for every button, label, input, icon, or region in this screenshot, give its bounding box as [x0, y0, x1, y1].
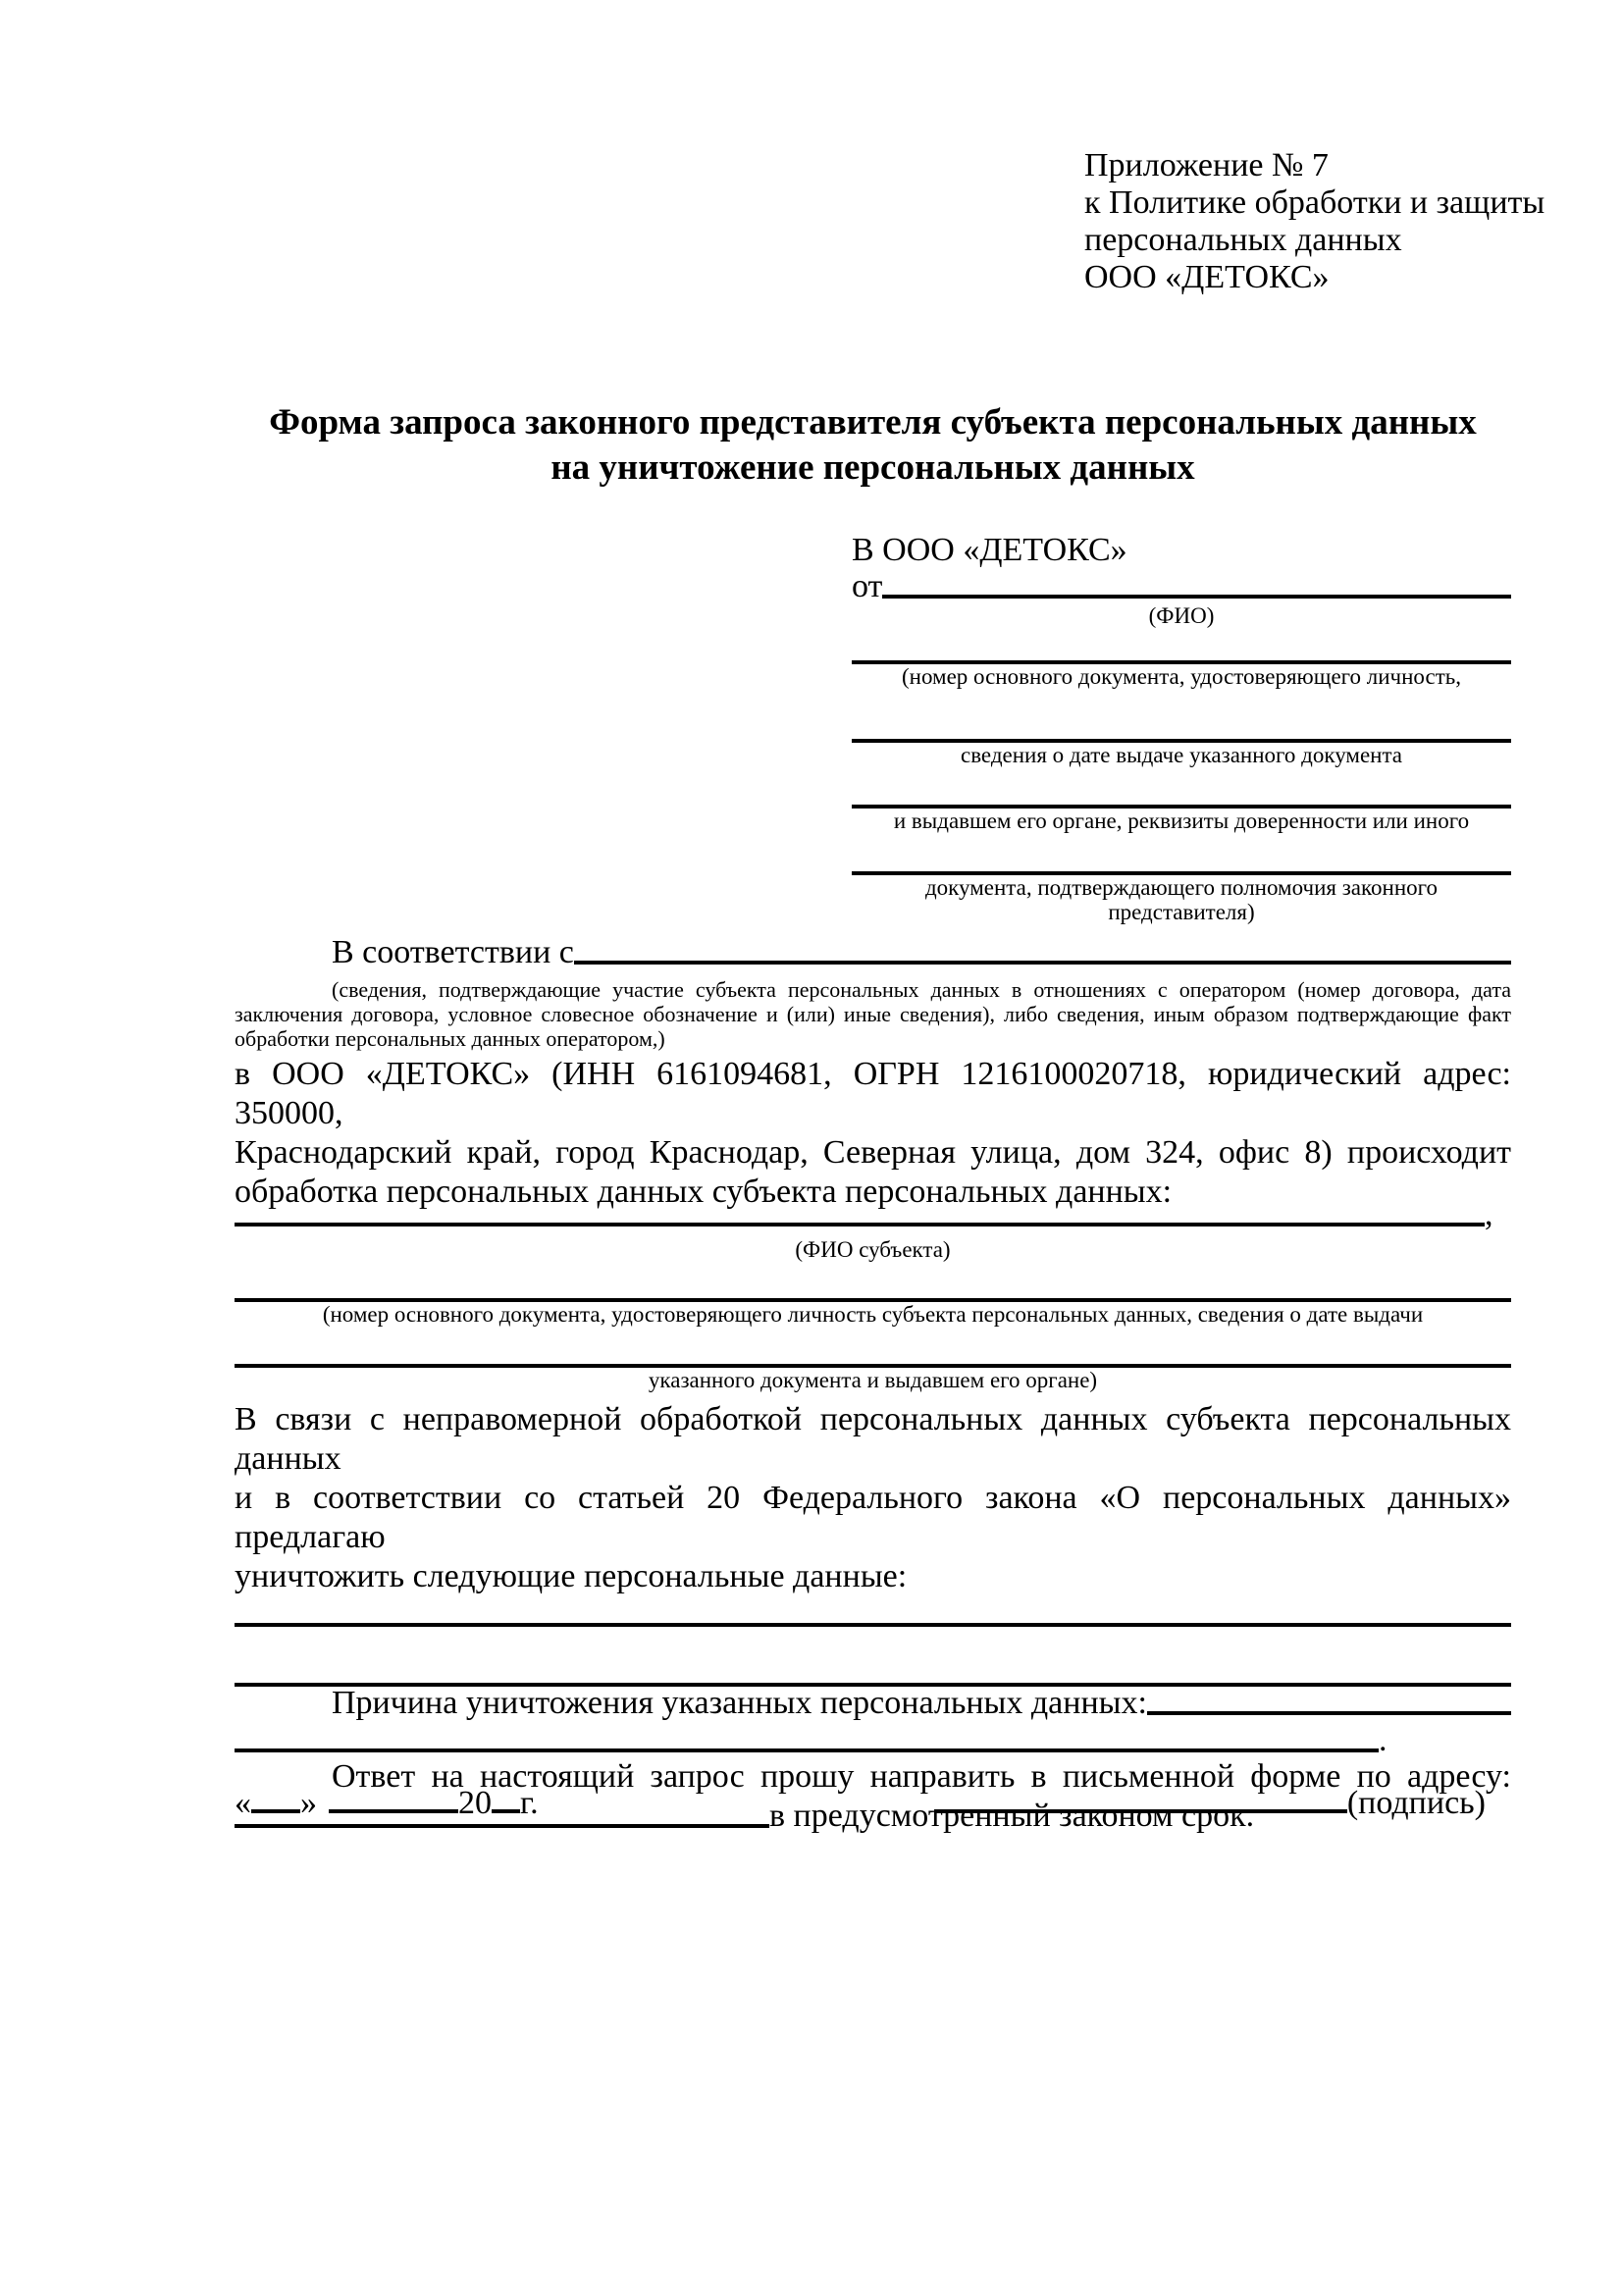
subject-document-caption: (номер основного документа, удостоверяющего личность субъекта персональных данных, сведения о дате выдачи: [322, 1302, 1424, 1327]
appendix-note: [1084, 147, 1555, 296]
subject-document-blank-line-2: [235, 1339, 1511, 1368]
subject-fio-caption: (ФИО субъекта): [795, 1237, 951, 1262]
from-label: от: [852, 568, 883, 604]
date-open-quote: «: [235, 1785, 251, 1821]
accordance-note: [235, 977, 1511, 1051]
reason-continuation-row: [235, 1720, 1511, 1757]
accordance-note-line: (сведения, подтверждающие участие субъекта персональных данных в отношениях с оператором (номер договора, дата: [332, 977, 1511, 1002]
subject-document-blank-line: [235, 1274, 1511, 1302]
main-body: [235, 936, 1511, 1833]
representative-name-blank-line: [882, 595, 1511, 599]
year-blank-line: [492, 1809, 520, 1813]
data-to-destroy-blank-line-2: [235, 1658, 1511, 1687]
document-number-blank-line: [852, 636, 1511, 664]
addressee-to: В ООО «ДЕТОКС»: [852, 532, 1127, 568]
year-prefix: 20: [458, 1785, 492, 1821]
date-field: [235, 1784, 539, 1823]
day-blank-line: [251, 1809, 300, 1813]
address-blank-line: [235, 1824, 769, 1828]
demand-paragraph-line: уничтожить следующие персональные данные:: [235, 1558, 908, 1594]
signature-field: [934, 1784, 1486, 1823]
demand-paragraph: [235, 1400, 1511, 1596]
month-blank-line: [329, 1809, 458, 1813]
reason-blank-line: [1147, 1711, 1511, 1715]
data-to-destroy-blank-line: [235, 1598, 1511, 1627]
issue-date-caption: сведения о дате выдаче указанного документа: [960, 743, 1403, 767]
operator-paragraph-line: в ООО «ДЕТОКС» (ИНН 6161094681, ОГРН 1216100020718, юридический адрес: 350000,: [235, 1056, 1511, 1131]
accordance-row: [235, 936, 1511, 969]
operator-paragraph: [235, 1055, 1511, 1212]
document-title-line: Форма запроса законного представителя субъекта персональных данных: [269, 402, 1477, 443]
subject-name-row: [235, 1196, 1511, 1232]
fio-caption: (ФИО): [1148, 603, 1215, 628]
accordance-note-line: обработки персональных данных оператором,): [235, 1026, 665, 1051]
from-row: [852, 570, 1511, 603]
operator-paragraph-line: Краснодарский край, город Краснодар, Северная улица, дом 324, офис 8) происходит: [235, 1134, 1511, 1171]
reason-period: .: [1379, 1722, 1387, 1758]
signature-caption: (подпись): [1346, 1785, 1486, 1821]
document-title-line: на уничтожение персональных данных: [550, 447, 1195, 488]
subject-name-blank-line: [235, 1223, 1485, 1226]
answer-tail-text: в предусмотренный законом срок.: [769, 1798, 1255, 1834]
accordance-blank-line: [574, 961, 1511, 965]
reason-label: Причина уничтожения указанных персональных данных:: [332, 1685, 1147, 1721]
document-number-caption: (номер основного документа, удостоверяющего личность,: [901, 664, 1461, 689]
signature-blank-line: [934, 1809, 1347, 1813]
year-suffix: г.: [520, 1785, 539, 1821]
date-close-quote: »: [300, 1785, 317, 1821]
appendix-note-line: персональных данных: [1084, 222, 1402, 258]
accordance-note-line: заключения договора, условное словесное обозначение и (или) иные сведения), либо сведения, иным образом подтверждающие факт: [235, 1002, 1511, 1026]
issue-date-blank-line: [852, 714, 1511, 743]
addressee-block: [852, 531, 1511, 924]
appendix-note-line: Приложение № 7: [1084, 147, 1329, 183]
issuing-authority-blank-line: [852, 780, 1511, 809]
subject-document-caption-2: указанного документа и выдавшем его органе): [648, 1368, 1098, 1392]
operator-paragraph-line: обработка персональных данных субъекта персональных данных:: [235, 1174, 1173, 1210]
authority-document-caption: документа, подтверждающего полномочия законного представителя): [924, 875, 1438, 924]
reason-blank-line-2: [235, 1748, 1379, 1752]
accordance-label: В соответствии с: [332, 934, 574, 970]
demand-paragraph-line: и в соответствии со статьей 20 Федерального закона «О персональных данных» предлагаю: [235, 1480, 1511, 1555]
appendix-note-line: ООО «ДЕТОКС»: [1084, 259, 1330, 295]
document-title: [235, 400, 1511, 491]
issuing-authority-caption: и выдавшем его органе, реквизиты доверенности или иного: [893, 809, 1470, 833]
authority-document-blank-line: [852, 847, 1511, 875]
demand-paragraph-line: В связи с неправомерной обработкой персональных данных субъекта персональных данных: [235, 1401, 1511, 1477]
reason-row: [235, 1687, 1511, 1720]
signature-row: [235, 1784, 1511, 1823]
answer-request-line: Ответ на настоящий запрос прошу направить в письменной форме по адресу:: [332, 1758, 1511, 1795]
subject-name-comma: ,: [1485, 1196, 1493, 1232]
appendix-note-line: к Политике обработки и защиты: [1084, 184, 1545, 221]
